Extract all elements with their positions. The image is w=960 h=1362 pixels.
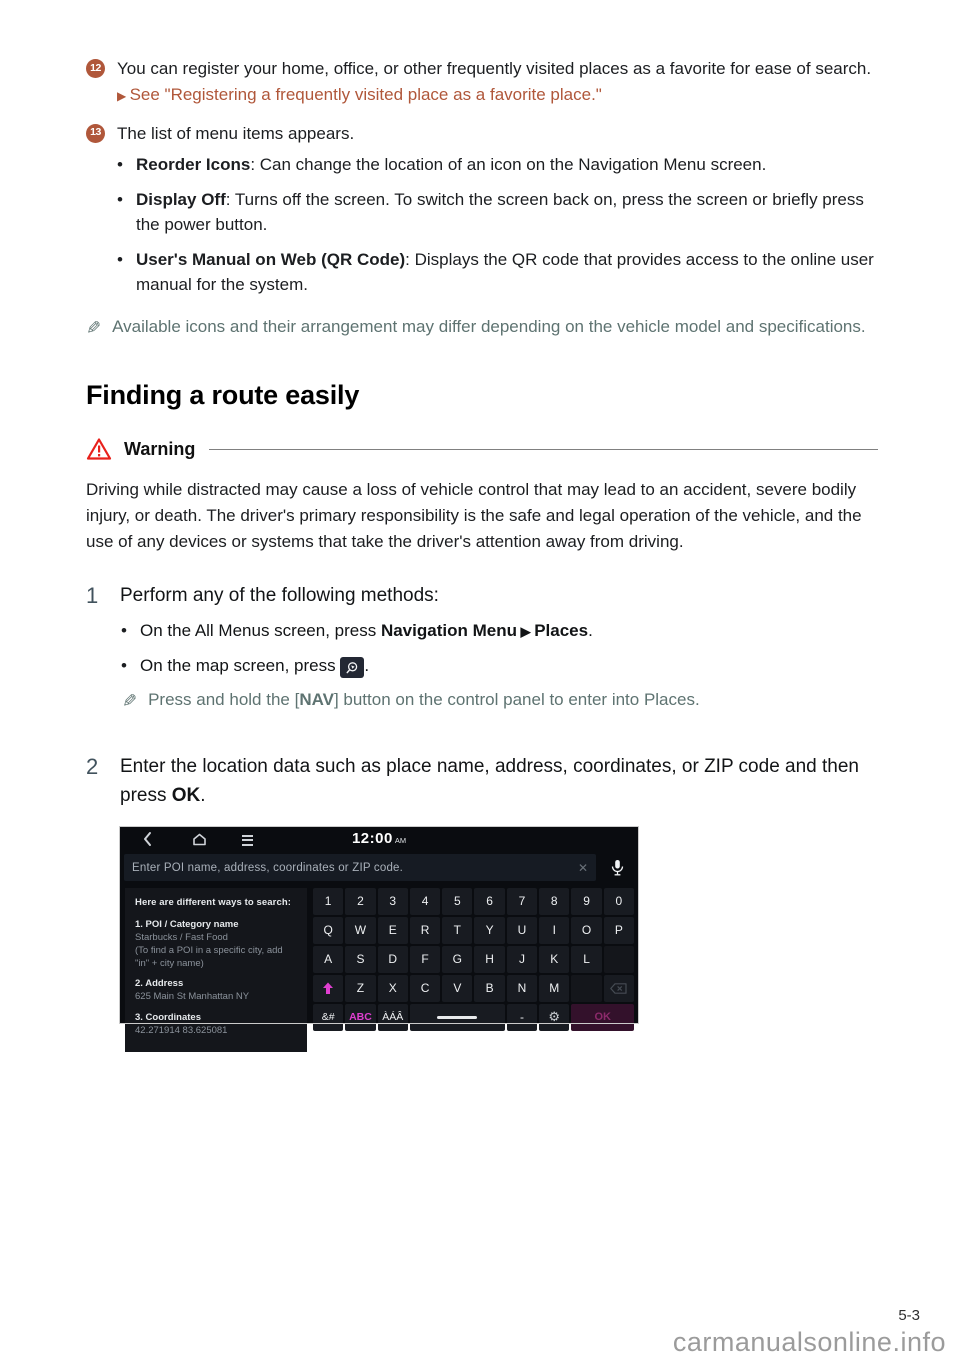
page-title: Finding a route easily [86, 380, 360, 411]
shift-arrow-icon [322, 982, 334, 995]
note-available-icons [86, 314, 878, 342]
bullet-text: On the map screen, press [140, 655, 341, 675]
key-s[interactable]: S [345, 946, 375, 973]
callout-number-badge: 13 [86, 124, 105, 143]
key-7[interactable]: 7 [507, 888, 537, 915]
menu-bullet-reorder-icons [117, 152, 878, 178]
key-2[interactable]: 2 [345, 888, 375, 915]
accented-chars-key[interactable]: ÀÁÂ [378, 1004, 408, 1031]
pencil-note-icon: ✎ [86, 317, 102, 338]
key-d[interactable]: D [378, 946, 408, 973]
keyboard-spacer [571, 975, 601, 1002]
key-u[interactable]: U [507, 917, 537, 944]
help-entry-poi [135, 918, 298, 971]
key-0[interactable]: 0 [604, 888, 634, 915]
step-1-title: Perform any of the following methods: [120, 584, 439, 606]
bullet-dot: • [121, 621, 127, 641]
key-1[interactable]: 1 [313, 888, 343, 915]
key-8[interactable]: 8 [539, 888, 569, 915]
key-g[interactable]: G [442, 946, 472, 973]
callout-item-12 [86, 56, 878, 108]
key-p[interactable]: P [604, 917, 634, 944]
keyboard-spacer [604, 946, 634, 973]
help-entry-address [135, 977, 298, 1003]
space-bar-glyph [437, 1016, 477, 1019]
onscreen-keyboard [313, 888, 634, 1052]
note-text: Press and hold the [ [148, 690, 300, 710]
hyphen-key[interactable]: - [507, 1004, 537, 1031]
bullet-dot: • [117, 189, 123, 209]
help-title: Here are different ways to search: [135, 896, 291, 908]
search-placeholder: Enter POI name, address, coordinates or ZIP code. [132, 861, 404, 874]
key-i[interactable]: I [539, 917, 569, 944]
key-n[interactable]: N [507, 975, 537, 1002]
key-9[interactable]: 9 [571, 888, 601, 915]
key-f[interactable]: F [410, 946, 440, 973]
headunit-screenshot [120, 827, 638, 1036]
abc-layout-key[interactable]: ABC [345, 1004, 375, 1031]
key-3[interactable]: 3 [378, 888, 408, 915]
help-head: 1. POI / Category name [135, 918, 239, 930]
keyboard-settings-key[interactable] [539, 1004, 569, 1031]
key-k[interactable]: K [539, 946, 569, 973]
warning-divider [209, 449, 878, 450]
warning-label: Warning [124, 438, 196, 459]
step-number: 2 [86, 753, 99, 779]
places-term: Places [534, 621, 589, 641]
backspace-key[interactable] [604, 975, 634, 1002]
search-row [120, 853, 638, 883]
bullet-text-post: . [364, 655, 370, 675]
microphone-icon[interactable] [600, 859, 634, 877]
clock [352, 830, 406, 848]
bullet-bold-term: User's Manual on Web (QR Code) [136, 249, 406, 269]
key-a[interactable]: A [313, 946, 343, 973]
key-b[interactable]: B [474, 975, 504, 1002]
help-example: Starbucks / Fast Food [135, 931, 228, 943]
bullet-dot: • [117, 155, 123, 175]
search-input[interactable] [124, 854, 596, 881]
key-e[interactable]: E [378, 917, 408, 944]
step-2-text: Enter the location data such as place name, address, coordinates, or ZIP code and then press [120, 755, 859, 807]
key-h[interactable]: H [474, 946, 504, 973]
bullet-bold-term: Reorder Icons [136, 155, 251, 175]
key-v[interactable]: V [442, 975, 472, 1002]
help-example: 625 Main St Manhattan NY [135, 991, 250, 1003]
menu-bullet-users-manual [117, 247, 878, 298]
key-q[interactable]: Q [313, 917, 343, 944]
link-arrow-icon: ▶ [117, 88, 130, 103]
sequence-arrow-icon: ▶ [516, 624, 535, 640]
note-text: Available icons and their arrangement may differ depending on the vehicle model and specifications. [112, 316, 866, 336]
nav-menu-term: Navigation Menu [380, 621, 517, 641]
key-z[interactable]: Z [345, 975, 375, 1002]
note-text-post: ] button on the control panel to enter into Places. [333, 690, 700, 710]
key-y[interactable]: Y [474, 917, 504, 944]
ok-term: OK [171, 785, 201, 807]
bullet-text: On the All Menus screen, press [140, 621, 381, 641]
symbols-key[interactable]: &# [313, 1004, 343, 1031]
key-x[interactable]: X [378, 975, 408, 1002]
help-head: 2. Address [135, 978, 184, 990]
headunit-statusbar [120, 827, 638, 853]
menu-bullet-display-off [117, 187, 878, 238]
help-example: 42.271914 83.625081 [135, 1024, 228, 1036]
help-head: 3. Coordinates [135, 1011, 201, 1023]
help-entry-coordinates [135, 1011, 298, 1037]
pencil-note-icon: ✎ [122, 691, 138, 712]
step1-bullet-all-menus [121, 618, 878, 644]
home-icon[interactable] [192, 833, 207, 846]
note-nav-button [122, 687, 878, 715]
step-2-text-post: . [200, 785, 206, 807]
space-key[interactable] [410, 1004, 505, 1031]
callout-13-text: The list of menu items appears. [117, 123, 355, 143]
callout-text [117, 56, 878, 108]
bullet-dot: • [121, 655, 127, 675]
page-number: 5-3 [898, 1307, 920, 1324]
bullet-rest: : Turns off the screen. To switch the screen back on, press the screen or briefly press the power button. [136, 189, 864, 235]
key-t[interactable]: T [442, 917, 472, 944]
key-4[interactable]: 4 [410, 888, 440, 915]
ok-key[interactable]: OK [571, 1004, 634, 1031]
shift-key[interactable] [313, 975, 343, 1002]
callout-number-badge: 12 [86, 59, 105, 78]
warning-triangle-icon [86, 437, 112, 461]
bullet-bold-term: Display Off [136, 189, 226, 209]
nav-hardkey-term: NAV [299, 690, 334, 710]
key-o[interactable]: O [571, 917, 601, 944]
search-key-icon [340, 657, 364, 678]
bullet-rest: : Can change the location of an icon on the Navigation Menu screen. [250, 155, 767, 175]
key-w[interactable]: W [345, 917, 375, 944]
key-6[interactable]: 6 [474, 888, 504, 915]
warning-text: Driving while distracted may cause a loss of vehicle control that may lead to an accident, severe bodily injury, or death. The driver's primary responsibility is the safe and legal operation of the vehicle, and the use of any devices or systems that take the driver's attention away from driving. [86, 480, 862, 551]
watermark: carmanualsonline.info [672, 1327, 946, 1357]
help-example: "in" + city name) [135, 958, 204, 970]
bullet-text-post: . [588, 621, 593, 641]
callout-12-text: You can register your home, office, or other frequently visited places as a favorite for ease of search. [117, 59, 872, 78]
clock-time: 12:00 [351, 829, 393, 847]
warning-header [86, 437, 878, 461]
key-5[interactable]: 5 [442, 888, 472, 915]
bullet-dot: • [117, 249, 123, 269]
hamburger-menu-icon[interactable] [242, 835, 253, 846]
key-j[interactable]: J [507, 946, 537, 973]
backspace-icon [610, 983, 627, 994]
key-m[interactable]: M [539, 975, 569, 1002]
key-l[interactable]: L [571, 946, 601, 973]
step-2 [86, 752, 878, 811]
bullet-rest: : Displays the QR code that provides access to the online user manual for the system. [136, 249, 874, 295]
step1-bullet-map-screen [121, 653, 878, 679]
gear-icon: ⚙ [548, 1009, 561, 1025]
step-number: 1 [86, 582, 99, 608]
key-c[interactable]: C [410, 975, 440, 1002]
key-r[interactable]: R [410, 917, 440, 944]
clear-search-icon[interactable]: ✕ [577, 860, 589, 875]
cross-reference-link[interactable]: See "Registering a frequently visited place as a favorite place." [129, 84, 602, 104]
callout-item-13 [86, 121, 878, 147]
step-1 [86, 581, 878, 738]
help-example: (To find a POI in a specific city, add [135, 944, 283, 956]
back-icon[interactable] [142, 831, 152, 847]
clock-ampm: AM [394, 835, 407, 845]
search-help-panel [125, 888, 307, 1052]
